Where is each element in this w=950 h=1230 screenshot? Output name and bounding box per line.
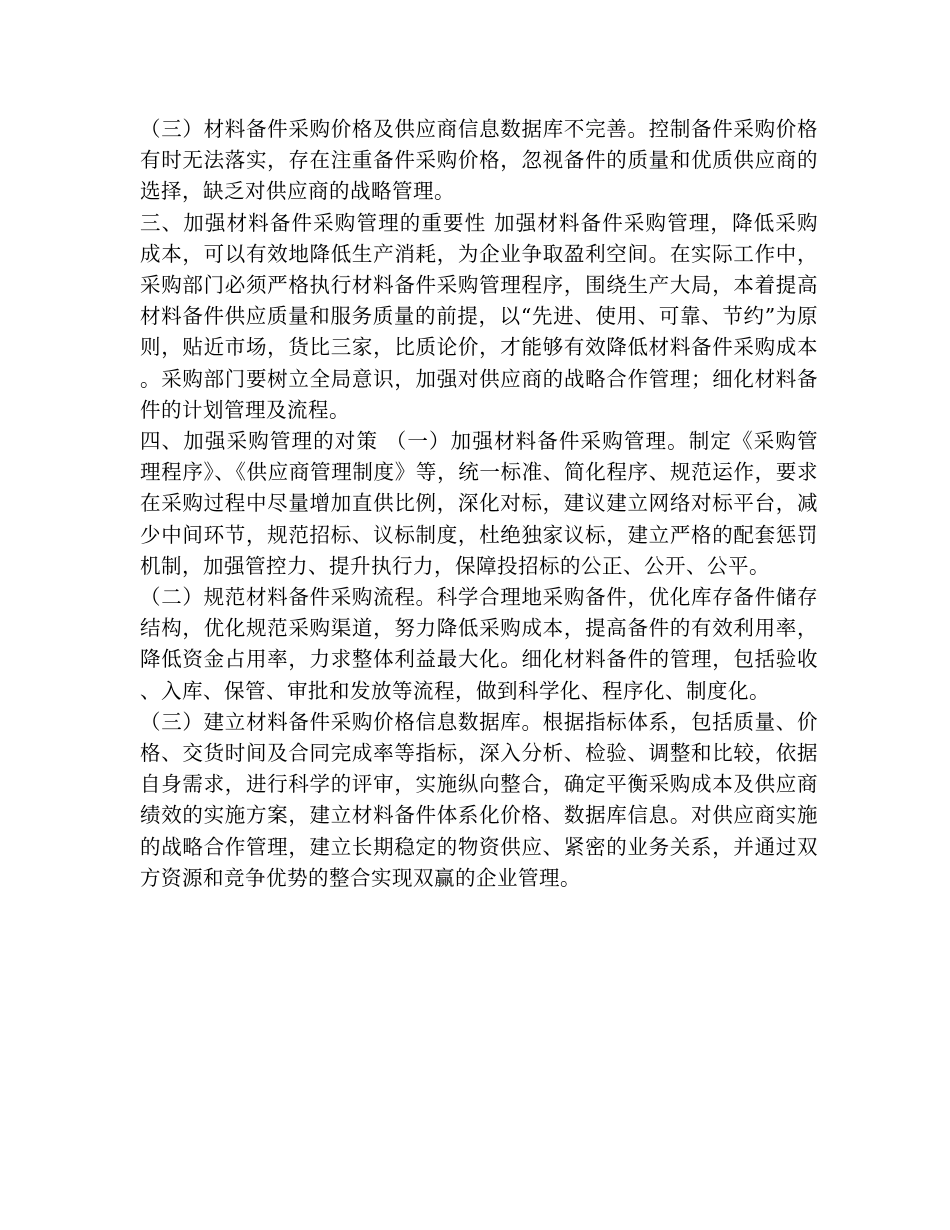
paragraph-importance-of-procurement: 三、加强材料备件采购管理的重要性 加强材料备件采购管理，降低采购成本，可以有效地降低生产消耗，为企业争取盈利空间。在实际工作中，采购部门必须严格执行材料备件采购管理程序，围绕生产大局，本着提高材料备件供应质量和服务质量的前提，以“先进、使用、可靠、节约”为原则，贴近市场，货比三家，比质论价，才能够有效降低材料备件采购成本。采购部门要树立全局意识，加强对供应商的战略合作管理；细化材料备件的计划管理及流程。 [140,210,818,422]
document-body [140,114,818,894]
paragraph-standardize-process: （二）规范材料备件采购流程。科学合理地采购备件，优化库存备件储存结构，优化规范采购渠道，努力降低采购成本，提高备件的有效利用率，降低资金占用率，力求整体利益最大化。细化材料备件的管理，包括验收、入库、保管、审批和发放等流程，做到科学化、程序化、制度化。 [140,585,818,703]
paragraph-build-price-database: （三）建立材料备件采购价格信息数据库。根据指标体系，包括质量、价格、交货时间及合同完成率等指标，深入分析、检验、调整和比较，依据自身需求，进行科学的评审，实施纵向整合，确定平衡采购成本及供应商绩效的实施方案，建立材料备件体系化价格、数据库信息。对供应商实施的战略合作管理，建立长期稳定的物资供应、紧密的业务关系，并通过双方资源和竞争优势的整合实现双赢的企业管理。 [140,709,818,890]
paragraph-countermeasures: 四、加强采购管理的对策 （一）加强材料备件采购管理。制定《采购管理程序》、《供应商管理制度》等，统一标准、简化程序、规范运作，要求在采购过程中尽量增加直供比例，深化对标，建议建立网络对标平台，减少中间环节，规范招标、议标制度，杜绝独家议标，建立严格的配套惩罚机制，加强管控力、提升执行力，保障投招标的公正、公开、公平。 [140,429,818,578]
paragraph-materials-price-database: （三）材料备件采购价格及供应商信息数据库不完善。控制备件采购价格有时无法落实，存在注重备件采购价格，忽视备件的质量和优质供应商的选择，缺乏对供应商的战略管理。 [140,117,818,204]
